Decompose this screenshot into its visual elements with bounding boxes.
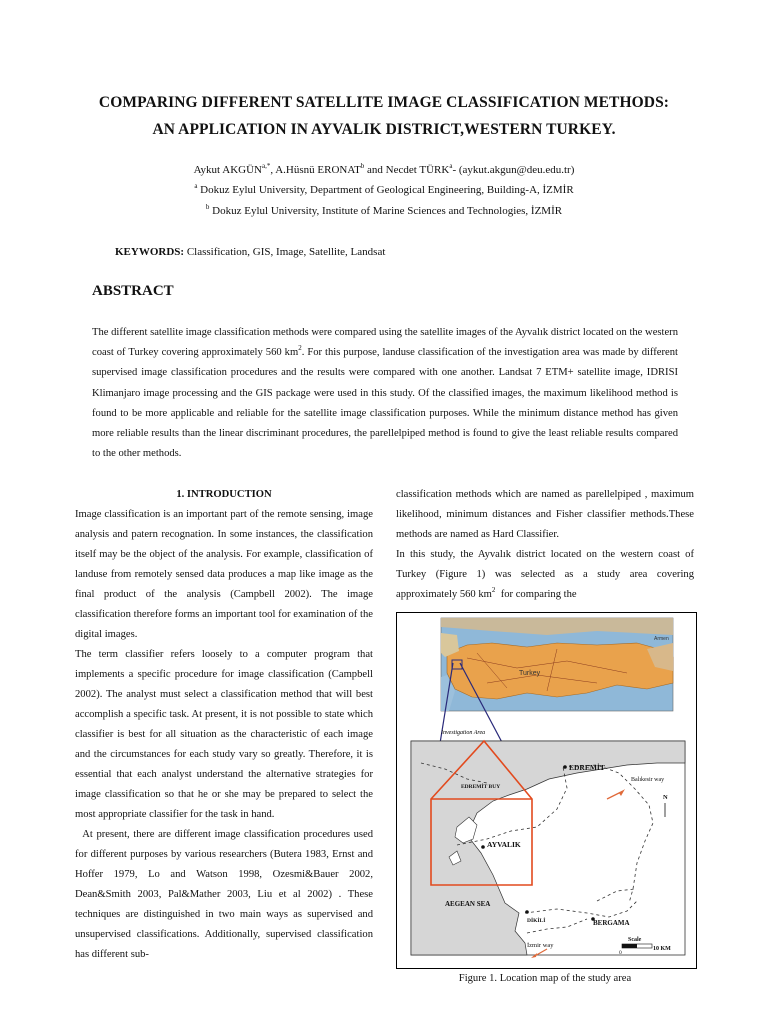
main-map <box>411 741 685 958</box>
scale-ten-km: 10 KM <box>653 946 671 952</box>
affiliation-b-sup: b <box>205 203 210 211</box>
right-paragraph-1: classification methods which are named as parellelpiped , maximum likelihood, minimum distances and Fisher classifier methods.These methods are named as Hard Classifier. <box>396 489 694 540</box>
right-column <box>396 485 694 605</box>
edremit-label: EDREMİT <box>569 763 605 772</box>
abstract-part-1: The different satellite image classification methods were compared using the satellite images of the Ayvalık district located on the western coast of Turkey covering approximately 560 km <box>92 327 678 359</box>
intro-paragraph-2: The term classifier refers loosely to a computer program that implements a specific procedure for image classification (Campbell 2002). The analyst must select a classification method that will best accomplish a specific task. At present, it is not possible to state which classifier is best for all situation as the characteristic of each image and the circumstances for each study vary so greatly. Therefore, it is essential that each analyst understand the alternative strategies for image classification so that he or she may be prepared to select the most appropriate classifier for the task in hand. <box>75 649 373 820</box>
location-map-svg <box>397 613 696 968</box>
keywords <box>115 246 385 258</box>
author-1: Aykut AKGÜN <box>193 164 262 176</box>
author-3: and Necdet TÜRK <box>364 164 450 176</box>
affiliation-a-sup: a <box>194 182 198 190</box>
right-paragraph-2-sup: 2 <box>491 586 496 594</box>
scale-zero: 0 <box>619 950 622 956</box>
intro-paragraph-1: Image classification is an important part of the remote sensing, image analysis and patern recognation. In some instances, the classification itself may be the object of the analysis. For example, classification of landuse from remotely sensed data produces a map like image as the final product of the analysis (Campbell 2002). The image classification therefore forms an important tool for examination of the digital images. <box>75 509 373 640</box>
right-paragraph-2-b: for comparing the <box>495 589 577 600</box>
right-paragraph-2 <box>396 545 694 605</box>
affiliation-b <box>40 205 728 217</box>
figure-1-location-map <box>396 612 697 969</box>
bergama-label: BERGAMA <box>593 919 630 927</box>
author-email: - (aykut.akgun@deu.edu.tr) <box>452 164 575 176</box>
affiliation-a-text: Dokuz Eylul University, Department of Geological Engineering, Building-A, İZMİR <box>200 184 574 196</box>
turkey-inset-map <box>441 618 673 711</box>
keywords-label: KEYWORDS: <box>115 246 185 258</box>
paper-title-line-2: AN APPLICATION IN AYVALIK DISTRICT,WESTERN TURKEY. <box>152 121 616 138</box>
abstract-heading: ABSTRACT <box>92 283 174 299</box>
affiliation-b-text: Dokuz Eylul University, Institute of Marine Sciences and Technologies, İZMİR <box>212 205 563 217</box>
abstract-sup: 2 <box>298 344 302 353</box>
balikesir-way-label: Balıkesir way <box>631 777 665 783</box>
right-paragraph-2-a: In this study, the Ayvalık district located on the western coast of Turkey (Figure 1) was selected as a study area covering approximately 560 km <box>396 549 694 600</box>
scale-label: Scale <box>628 937 642 943</box>
abstract-body <box>92 323 678 464</box>
abstract-part-2: . For this purpose, landuse classification of the investigation area was made by different supervised image classification procedures and the results were compared with one another. Landsat 7 ETM+ satellite image, IDRISI Klimanjaro image processing and the GIS package were used in this study. Of the classified images, the maximum likelihood method is found to be more applicable and reliable for the satellite image classification purposes. While the minimum distance method has given more reliable results than the linear discriminant procedures, the parellelpiped method is found to give the least reliable results compared to the other methods. <box>92 347 678 460</box>
intro-paragraph-3: At present, there are different image classification procedures used for different purposes by various researchers (Butera 1983, Ernst and Hoffer 1979, Lo and Watson 1998, Ozesmi&Bauer 2002, Dean&Smith 2003, Pal&Mather 2003, Liu et al 2002) . These techniques are distinguished in two main ways as supervised and unsupervised classifications. Additionally, supervised classification has different sub- <box>75 829 376 960</box>
ayvalik-label: AYVALIK <box>487 840 521 849</box>
edremit-bay-label: EDREMİT BUY <box>461 784 501 790</box>
figure-1-caption: Figure 1. Location map of the study area <box>458 973 632 984</box>
aegean-sea-label: AEGEAN SEA <box>445 900 491 908</box>
keywords-text: Classification, GIS, Image, Satellite, Landsat <box>184 246 386 258</box>
affiliation-a <box>40 184 728 196</box>
dikili-label: DİKİLİ <box>527 918 546 924</box>
north-label: N <box>663 794 668 801</box>
author-1-sup: a,* <box>261 162 271 170</box>
paper-title-line-1: COMPARING DIFFERENT SATELLITE IMAGE CLASSIFICATION METHODS: <box>98 94 670 111</box>
author-2: , A.Hüsnü ERONAT <box>270 164 361 176</box>
author-3-sup: a <box>449 162 453 170</box>
investigation-area-label: Investigation Area <box>441 730 486 736</box>
turkey-label: Turkey <box>519 670 541 677</box>
izmir-way-label: İzmir way <box>527 942 554 949</box>
left-column <box>75 485 376 965</box>
author-line <box>40 164 728 176</box>
section-heading-introduction: 1. INTRODUCTION <box>176 489 272 500</box>
armenia-label: Armen <box>654 636 669 642</box>
author-2-sup: b <box>360 162 365 170</box>
